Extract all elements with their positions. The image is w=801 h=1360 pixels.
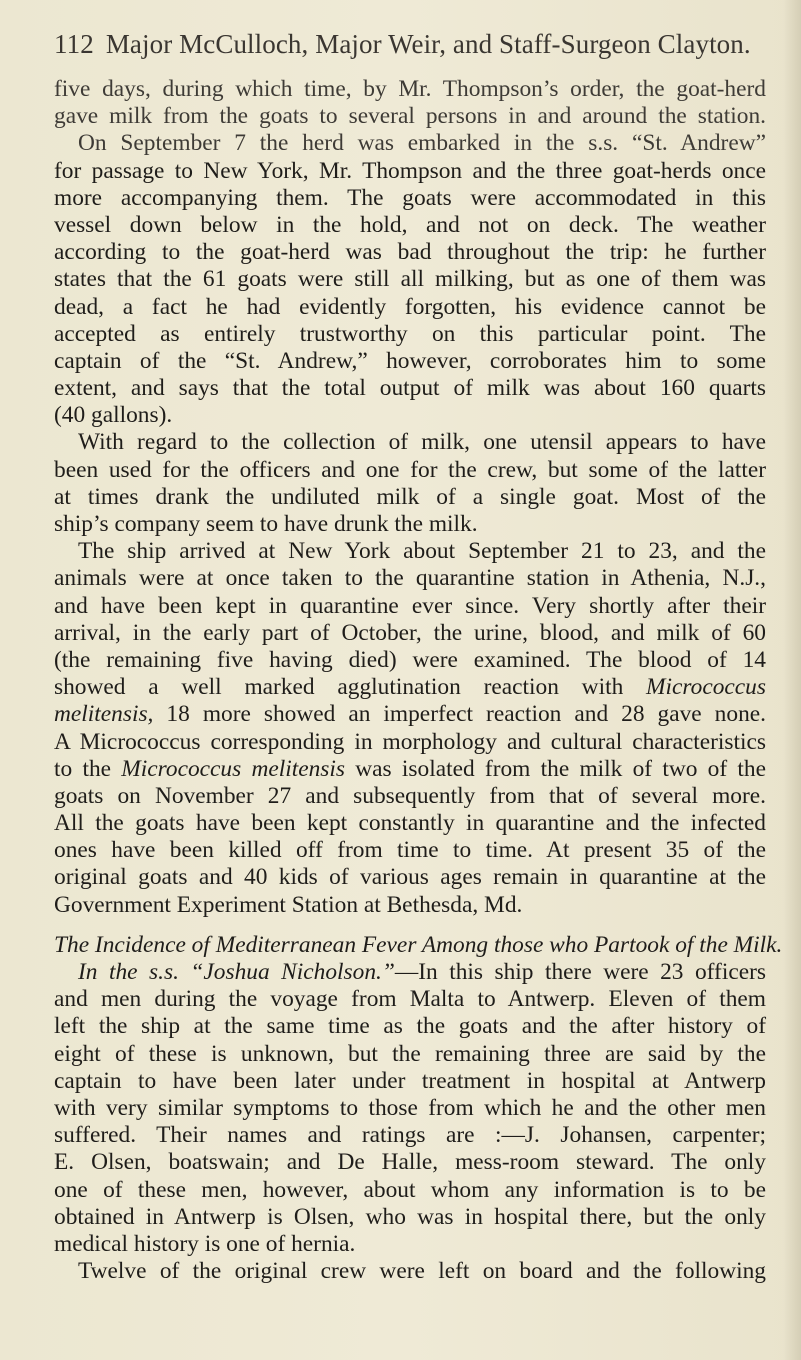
text-line: Government Experiment Station at Bethesda, Md. [54, 891, 523, 918]
text-line: A Micrococcus corresponding in morphology and cultural characteristics [54, 728, 766, 755]
text-line: more accompanying them. The goats were accommodated in this [54, 184, 766, 211]
text-line: states that the 61 goats were still all milking, but as one of them was [54, 266, 766, 293]
text-line: (40 gallons). [54, 402, 173, 429]
running-title: Major McCulloch, Major Weir, and Staff-Surgeon Clayton. [105, 29, 751, 59]
text-line [54, 674, 766, 701]
text-line: All the goats have been kept constantly in quarantine and the infected [54, 810, 766, 837]
text-line: The ship arrived at New York about September 21 to 23, and the [78, 538, 766, 565]
text-line: On September 7 the herd was embarked in the s.s. “St. Andrew” [78, 130, 766, 157]
running-head [54, 26, 794, 62]
text-line: according to the goat-herd was bad throughout the trip: he further [54, 239, 766, 266]
text-line: and men during the voyage from Malta to Antwerp. Eleven of them [54, 986, 766, 1013]
text-line: at times drank the undiluted milk of a single goat. Most of the [54, 483, 766, 510]
text-line: arrival, in the early part of October, the urine, blood, and milk of 60 [54, 619, 766, 646]
text-line: with very similar symptoms to those from which he and the other men [54, 1094, 766, 1121]
text-line: one of these men, however, about whom any information is to be [54, 1176, 766, 1203]
text-line: (the remaining five having died) were examined. The blood of 14 [54, 646, 766, 673]
text-line: gave milk from the goats to several persons in and around the station. [54, 103, 766, 130]
text-line: eight of these is unknown, but the remaining three are said by the [54, 1040, 766, 1067]
italic-term: Micrococcus [646, 674, 766, 701]
text-line: dead, a fact he had evidently forgotten, his evidence cannot be [54, 293, 766, 320]
text-line: animals were at once taken to the quarantine station in Athenia, N.J., [54, 565, 766, 592]
text-line [54, 701, 766, 728]
text-line: With regard to the collection of milk, one utensil appears to have [78, 429, 766, 456]
page-edge-shadow [783, 0, 801, 1360]
section-heading: The Incidence of Mediterranean Fever Among those who Partook of the Milk. [54, 931, 783, 958]
text-line: left the ship at the same time as the goats and the after history of [54, 1013, 766, 1040]
text-line [54, 959, 766, 986]
text-line: vessel down below in the hold, and not on deck. The weather [54, 211, 766, 238]
text-run: was isolated from the milk of two of the [355, 755, 766, 782]
page-number: 112 [54, 29, 94, 59]
text-run: to the [54, 755, 112, 782]
text-line: captain of the “St. Andrew,” however, corroborates him to some [54, 347, 766, 374]
text-line: five days, during which time, by Mr. Thompson’s order, the goat-herd [54, 76, 766, 102]
text-line: been used for the officers and one for the crew, but some of the latter [54, 456, 766, 483]
text-line: ship’s company seem to have drunk the milk. [54, 511, 478, 537]
text-line: original goats and 40 kids of various ages remain in quarantine at the [54, 864, 766, 891]
text-line: and have been kept in quarantine ever since. Very shortly after their [54, 592, 766, 619]
text-line: captain to have been later under treatment in hospital at Antwerp [54, 1067, 766, 1094]
text-run: 18 more showed an imperfect reaction and 28 gave none. [166, 701, 767, 728]
text-line: E. Olsen, boatswain; and De Halle, mess-room steward. The only [54, 1149, 766, 1176]
italic-term: melitensis, [54, 701, 154, 728]
text-line: suffered. Their names and ratings are :—J. Johansen, carpenter; [54, 1122, 766, 1149]
body-text [54, 76, 783, 1285]
text-line [54, 756, 766, 783]
text-line: obtained in Antwerp is Olsen, who was in hospital there, but the only [54, 1203, 766, 1230]
text-run: showed a well marked agglutination reaction with [54, 674, 624, 701]
text-line: for passage to New York, Mr. Thompson and the three goat-herds once [54, 157, 766, 184]
italic-term: In the s.s. “Joshua Nicholson.” [78, 959, 395, 985]
text-line: Twelve of the original crew were left on board and the following [78, 1258, 766, 1285]
text-line: medical history is one of hernia. [54, 1230, 356, 1257]
text-line: goats on November 27 and subsequently from that of several more. [54, 782, 766, 809]
text-line: accepted as entirely trustworthy on this particular point. The [54, 320, 766, 347]
italic-term: Micrococcus melitensis [121, 755, 346, 782]
text-line: ones have been killed off from time to time. At present 35 of the [54, 837, 766, 864]
text-run: —In this ship there were 23 officers [394, 959, 766, 985]
text-line: extent, and says that the total output of milk was about 160 quarts [54, 375, 766, 402]
